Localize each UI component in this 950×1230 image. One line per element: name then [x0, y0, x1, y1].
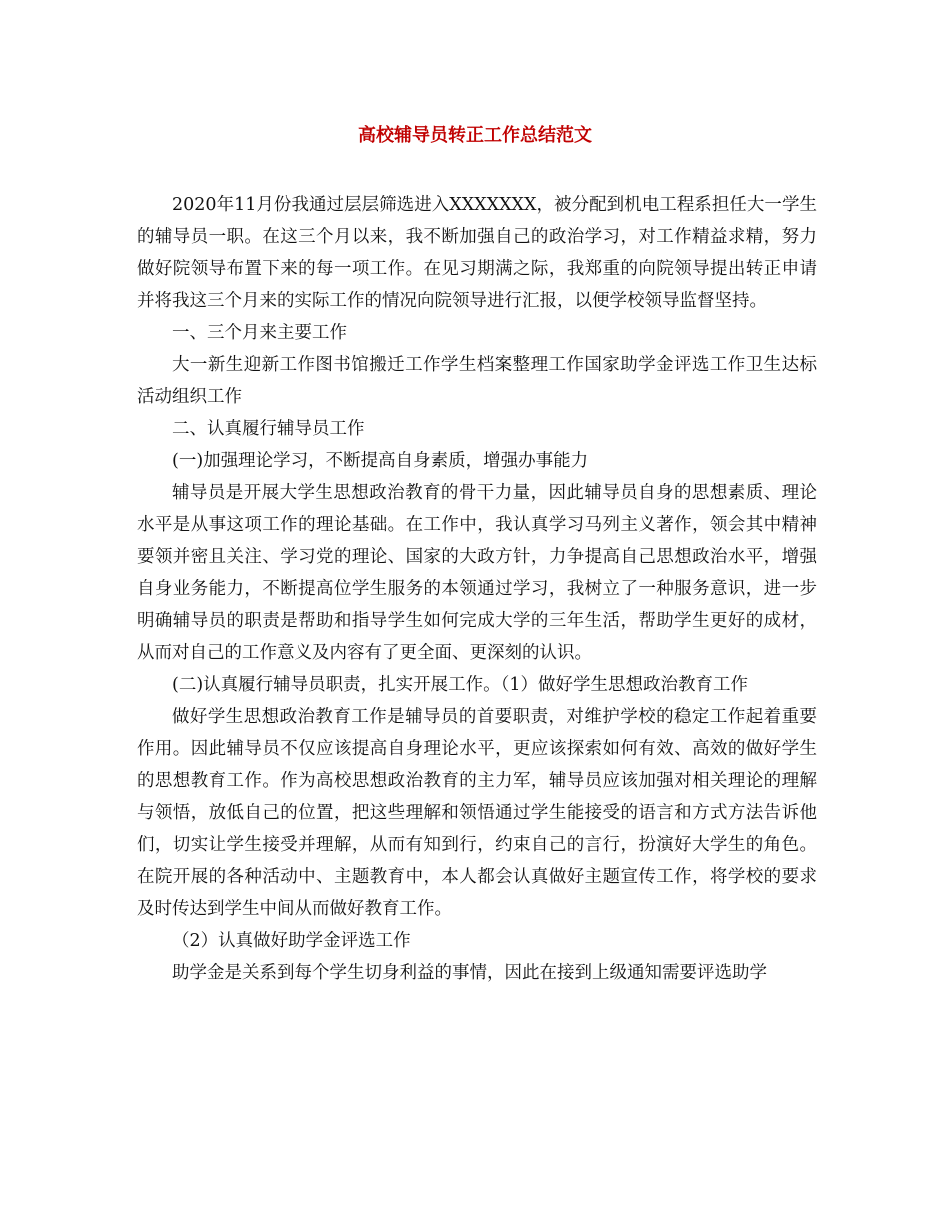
paragraph-intro: 2020年11月份我通过层层筛选进入XXXXXXX，被分配到机电工程系担任大一学生的辅导员一职。在这三个月以来，我不断加强自己的政治学习，对工作精益求精，努力做好院领导布置下来的每一项工作。在见习期满之际，我郑重的向院领导提出转正申请并将我这三个月来的实际工作的情况向院领导进行汇报，以便学校领导监督坚持。 — [137, 195, 817, 311]
paragraph-theory-study: 辅导员是开展大学生思想政治教育的骨干力量，因此辅导员自身的思想素质、理论水平是从事这项工作的理论基础。在工作中，我认真学习马列主义著作，领会其中精神要领并密且关注、学习党的理论、国家的大政方针，力争提高自己思想政治水平，增强自身业务能力，不断提高位学生服务的本领通过学习，我树立了一种服务意识，进一步明确辅导员的职责是帮助和指导学生如何完成大学的三年生活，帮助学生更好的成材，从而对自己的工作意义及内容有了更全面、更深刻的认识。 — [137, 483, 817, 663]
subheading-duties: (二)认真履行辅导员职责，扎实开展工作。（1）做好学生思想政治教育工作 — [172, 675, 749, 695]
document-title: 高校辅导员转正工作总结范文 — [358, 125, 592, 146]
paragraph-main-work: 大一新生迎新工作图书馆搬迁工作学生档案整理工作国家助学金评选工作卫生达标活动组织工作 — [137, 355, 817, 407]
heading-section-1: 一、三个月来主要工作 — [172, 323, 347, 343]
document-body — [137, 189, 817, 989]
heading-section-2: 二、认真履行辅导员工作 — [172, 419, 365, 439]
subheading-grant-selection: （2）认真做好助学金评选工作 — [172, 931, 411, 951]
subheading-theory-study: (一)加强理论学习，不断提高自身素质，增强办事能力 — [172, 451, 589, 471]
paragraph-political-education: 做好学生思想政治教育工作是辅导员的首要职责，对维护学校的稳定工作起着重要作用。因此辅导员不仅应该提高自身理论水平，更应该探索如何有效、高效的做好学生的思想教育工作。作为高校思想政治教育的主力军，辅导员应该加强对相关理论的理解与领悟，放低自己的位置，把这些理解和领悟通过学生能接受的语言和方式方法告诉他们，切实让学生接受并理解，从而有知到行，约束自己的言行，扮演好大学生的角色。在院开展的各种活动中、主题教育中，本人都会认真做好主题宣传工作，将学校的要求及时传达到学生中间从而做好教育工作。 — [137, 707, 817, 919]
paragraph-grant-selection: 助学金是关系到每个学生切身利益的事情，因此在接到上级通知需要评选助学 — [172, 963, 767, 983]
